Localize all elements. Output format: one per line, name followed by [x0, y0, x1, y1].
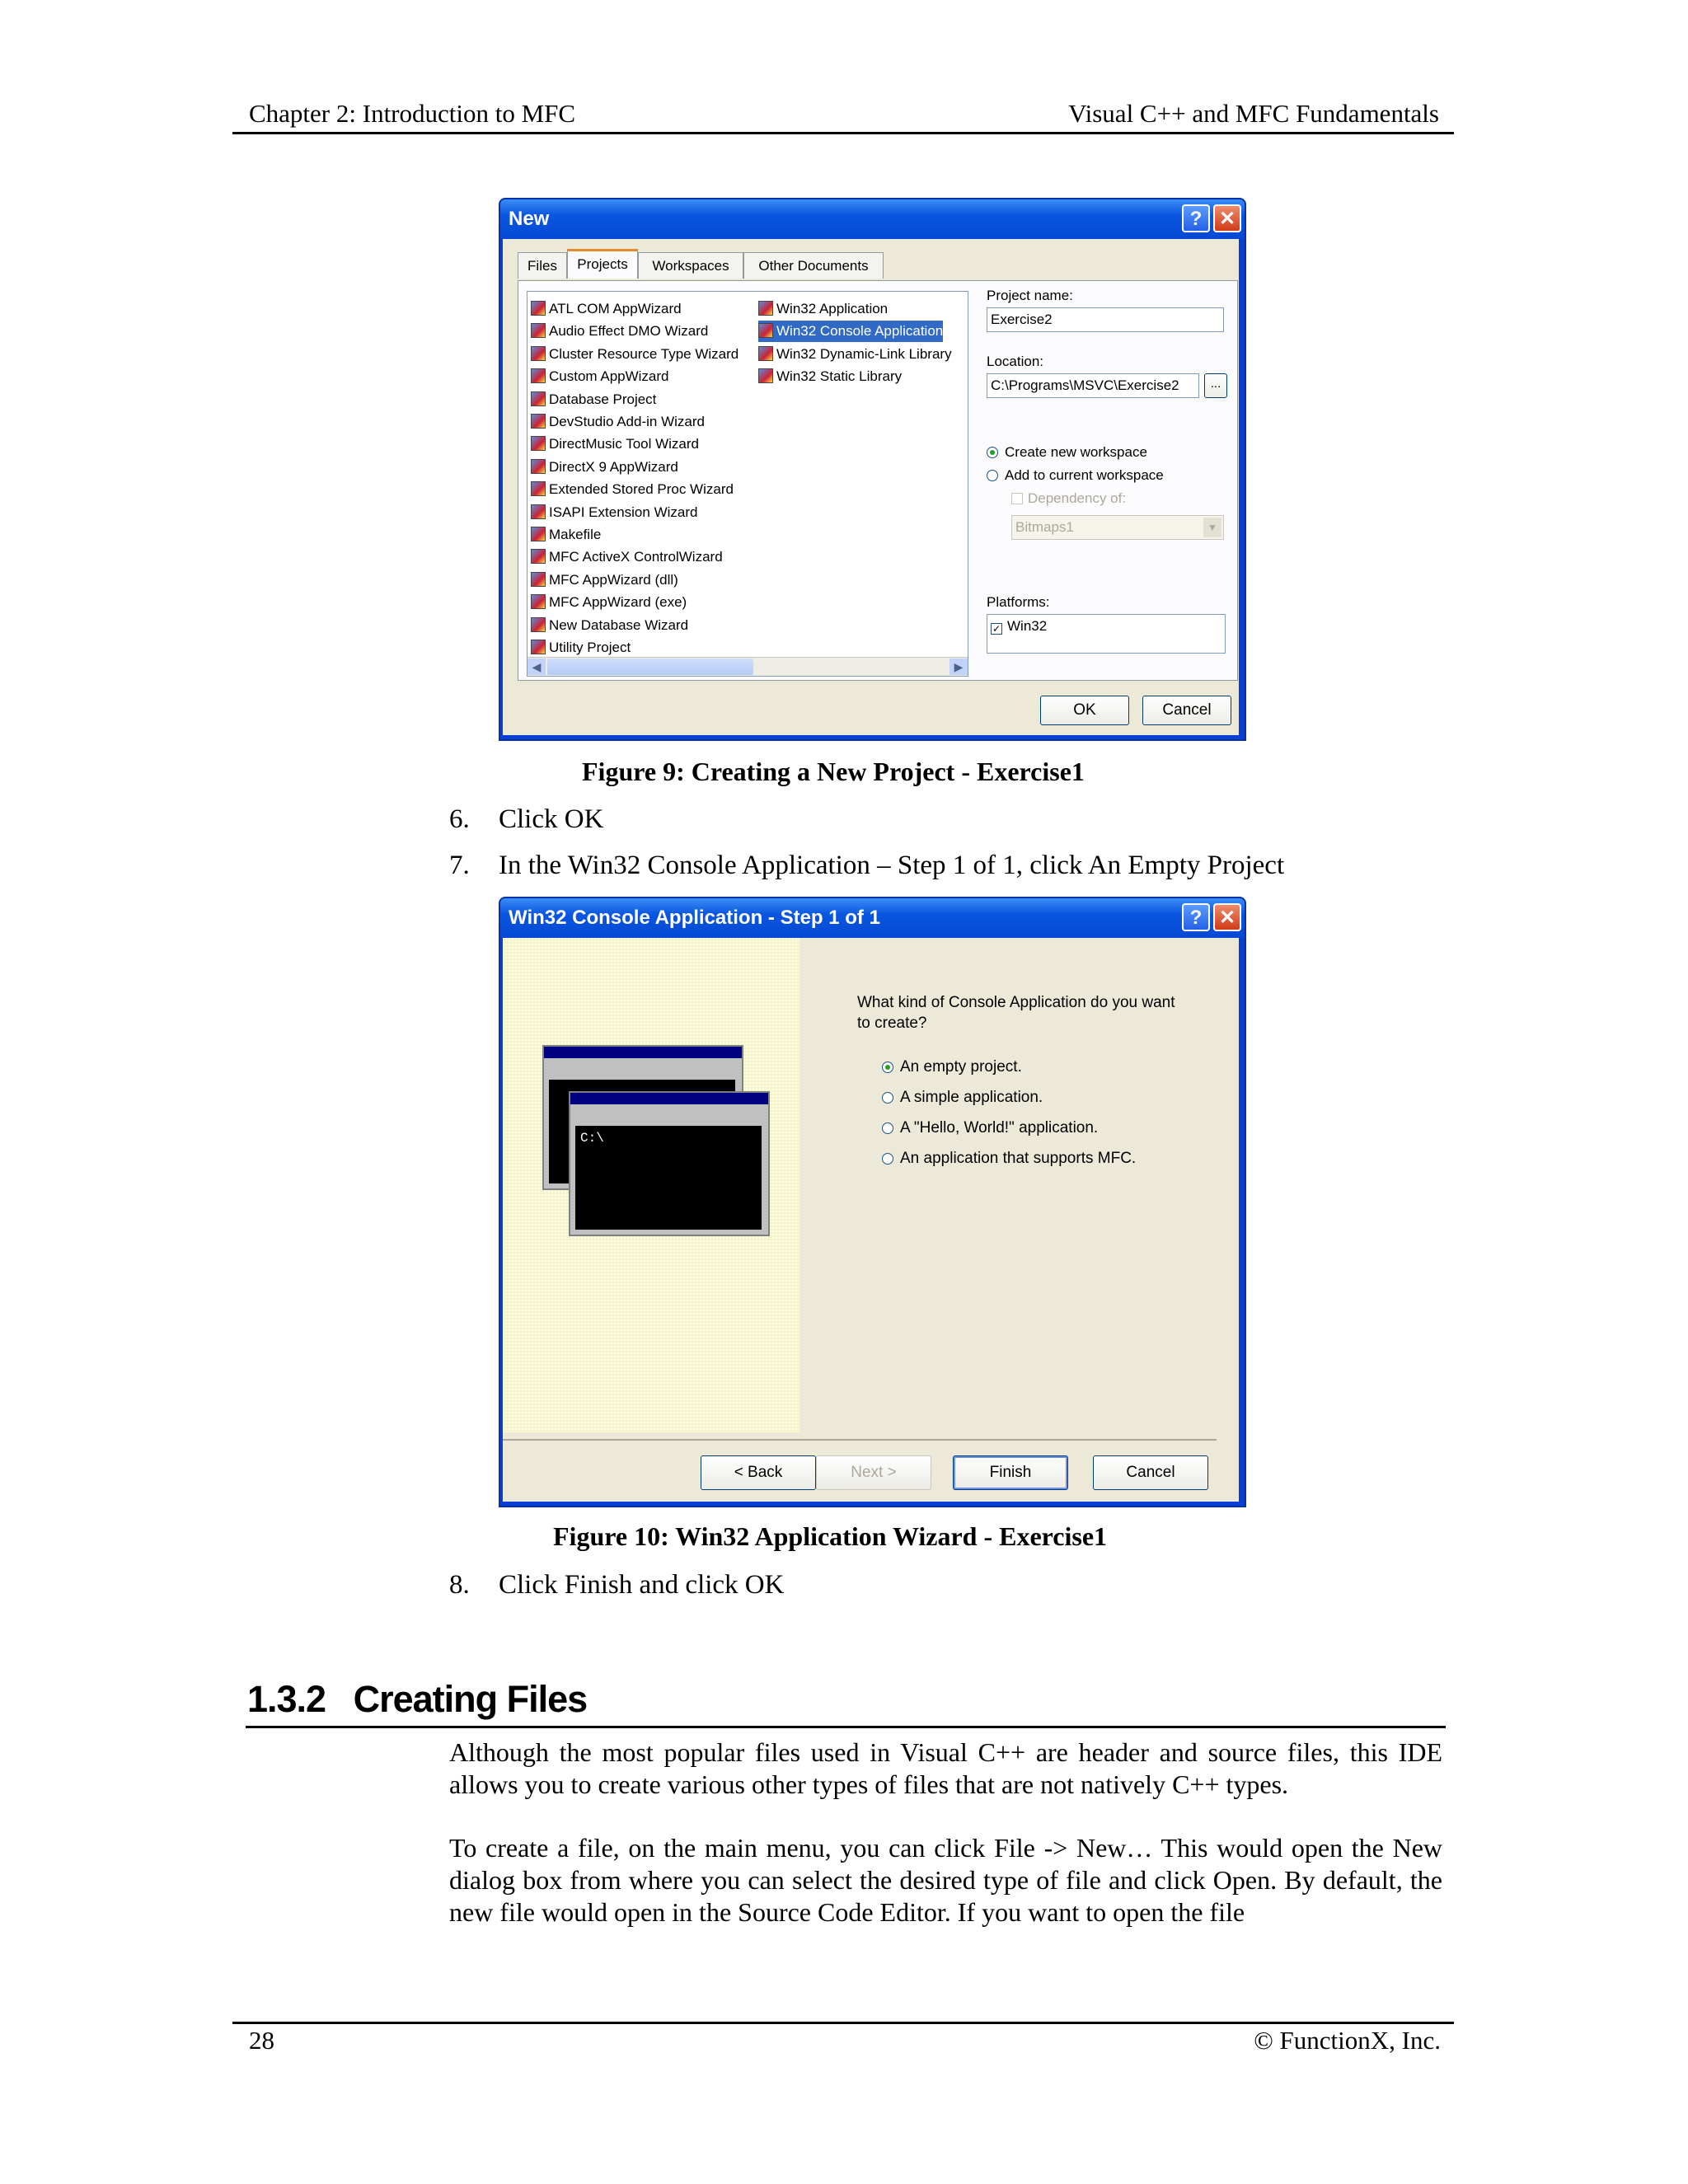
project-list-item[interactable] — [758, 321, 943, 342]
location-input[interactable]: C:\Programs\MSVC\Exercise2 — [987, 373, 1199, 398]
project-list-item[interactable] — [531, 389, 656, 410]
project-list-item[interactable] — [531, 411, 705, 433]
wizard-option-label: An empty project. — [900, 1058, 1022, 1076]
step-text: Click OK — [499, 804, 604, 834]
project-list-item-label: Audio Effect DMO Wizard — [549, 323, 709, 340]
project-list-item[interactable] — [758, 298, 888, 320]
step-8 — [449, 1570, 1521, 1603]
project-list-item-label: ATL COM AppWizard — [549, 301, 682, 316]
wizard-title: Win32 Console Application - Step 1 of 1 — [509, 907, 880, 929]
tab-files[interactable]: Files — [518, 252, 567, 279]
section-heading — [247, 1678, 587, 1721]
radio-unchecked-icon[interactable] — [882, 1122, 893, 1134]
step-7 — [449, 851, 1521, 883]
cancel-button[interactable]: Cancel — [1093, 1455, 1208, 1490]
back-button[interactable]: < Back — [701, 1455, 816, 1490]
section-rule — [246, 1726, 1446, 1728]
create-workspace-label: Create new workspace — [1005, 444, 1147, 460]
new-dialog-window — [499, 198, 1246, 741]
project-list-item-label: MFC AppWizard (dll) — [549, 571, 678, 588]
step-number: 6. — [449, 804, 470, 834]
project-list-item-label: MFC ActiveX ControlWizard — [549, 549, 723, 565]
project-name-label: Project name: — [987, 288, 1073, 303]
wizard-option-label: A "Hello, World!" application. — [900, 1119, 1099, 1137]
console-titlebar-illustration — [544, 1047, 742, 1058]
platforms-label: Platforms: — [987, 594, 1050, 610]
project-list-item[interactable] — [531, 434, 699, 455]
radio-unchecked-icon[interactable] — [882, 1092, 893, 1104]
console-prompt-text: C:\ — [575, 1126, 762, 1230]
project-type-icon — [531, 504, 546, 519]
new-dialog-client — [503, 239, 1239, 735]
project-list-item[interactable] — [531, 321, 708, 342]
step-text: Click Finish and click OK — [499, 1570, 785, 1600]
project-type-icon — [531, 572, 546, 587]
project-list-item[interactable] — [531, 546, 723, 568]
next-button[interactable]: Next > — [816, 1455, 931, 1490]
create-workspace-option[interactable] — [987, 444, 1147, 461]
paragraph-2: To create a file, on the main menu, you can click File -> New… This would open the New dialog box from where you can select the desired type of file and click Open. By default, the new file would open in the Source Code Editor. If you want to open the file — [449, 1833, 1442, 1927]
project-type-icon — [531, 301, 546, 316]
project-list-item-label: DirectX 9 AppWizard — [549, 458, 678, 475]
tab-other-documents[interactable]: Other Documents — [743, 252, 884, 279]
paragraph-1: Although the most popular files used in Visual C++ are header and source files, this IDE allows you to create various other types of files that are not natively C++ types. — [449, 1737, 1442, 1799]
project-list-item-label: ISAPI Extension Wizard — [549, 504, 698, 520]
help-icon[interactable]: ? — [1182, 903, 1210, 931]
radio-unchecked-icon[interactable] — [882, 1153, 893, 1165]
help-icon[interactable]: ? — [1182, 204, 1210, 232]
step-6 — [449, 804, 1521, 837]
project-list-column-1 — [531, 298, 753, 655]
project-list-item[interactable] — [531, 524, 601, 546]
header-rule — [232, 132, 1454, 134]
page-number: 28 — [249, 2026, 274, 2055]
checkbox-checked-icon[interactable]: ✓ — [992, 623, 1001, 635]
project-list-item[interactable] — [531, 637, 631, 658]
project-type-icon — [531, 527, 546, 541]
project-list-item-label: Utility Project — [549, 640, 631, 655]
scroll-right-icon[interactable]: ▶ — [950, 658, 968, 675]
ok-button[interactable]: OK — [1040, 696, 1129, 725]
chevron-down-icon: ▼ — [1203, 518, 1221, 537]
radio-checked-icon[interactable] — [882, 1062, 893, 1073]
platform-item-label: Win32 — [1007, 618, 1048, 634]
project-list-item-label: Extended Stored Proc Wizard — [549, 481, 734, 498]
project-type-icon — [531, 617, 546, 632]
dependency-select — [1011, 515, 1224, 540]
wizard-question: What kind of Console Application do you want to create? — [857, 994, 1175, 1032]
project-list-item-label: Cluster Resource Type Wizard — [549, 345, 739, 362]
project-list-item-label: Win32 Application — [776, 301, 889, 316]
wizard-client — [503, 938, 1239, 1502]
new-dialog-title: New — [509, 208, 550, 230]
project-list-item-label: DirectMusic Tool Wizard — [549, 436, 700, 452]
project-list-item[interactable] — [531, 457, 678, 478]
project-list-item-label: Database Project — [549, 391, 657, 407]
section-title: Creating Files — [353, 1678, 588, 1720]
running-header-chapter: Chapter 2: Introduction to MFC — [249, 99, 576, 128]
new-dialog-tabstrip — [518, 252, 1226, 280]
project-type-icon — [758, 323, 773, 338]
wizard-option[interactable] — [882, 1089, 1043, 1107]
project-type-icon — [758, 346, 773, 361]
wizard-option[interactable] — [882, 1058, 1022, 1076]
step-text: In the Win32 Console Application – Step 1 of 1, click An Empty Project — [499, 851, 1285, 880]
running-header-book-title: Visual C++ and MFC Fundamentals — [1068, 99, 1439, 128]
project-type-icon — [531, 368, 546, 383]
tab-workspaces[interactable]: Workspaces — [638, 252, 743, 279]
projects-tab-panel — [518, 280, 1238, 681]
radio-unchecked-icon[interactable] — [987, 470, 998, 481]
add-workspace-option[interactable] — [987, 467, 1164, 484]
wizard-separator — [503, 1439, 1217, 1441]
figure-9-caption: Figure 9: Creating a New Project - Exercise1 — [582, 757, 1085, 786]
project-list-item[interactable] — [531, 502, 697, 523]
console-titlebar-illustration — [570, 1093, 768, 1104]
platform-item-win32[interactable] — [991, 618, 1047, 635]
project-list-item[interactable] — [531, 569, 678, 591]
step-number: 8. — [449, 1570, 470, 1600]
scroll-left-icon[interactable]: ◀ — [528, 658, 546, 675]
browse-button[interactable]: ... — [1204, 373, 1227, 398]
scrollbar-thumb[interactable] — [547, 658, 753, 675]
new-dialog-titlebar — [500, 199, 1245, 239]
location-label: Location: — [987, 354, 1043, 369]
project-list-item[interactable] — [531, 344, 738, 365]
project-type-icon — [531, 549, 546, 564]
close-icon[interactable]: ✕ — [1213, 204, 1241, 232]
project-type-icon — [531, 459, 546, 474]
wizard-option[interactable] — [882, 1150, 1136, 1168]
close-icon[interactable]: ✕ — [1213, 903, 1241, 931]
console-window-illustration-front — [569, 1091, 770, 1236]
finish-button[interactable]: Finish — [953, 1455, 1068, 1490]
project-type-icon — [531, 323, 546, 338]
project-name-input[interactable]: Exercise2 — [987, 307, 1224, 332]
wizard-titlebar — [500, 898, 1245, 938]
project-type-icon — [531, 391, 546, 406]
project-type-icon — [758, 301, 773, 316]
project-list-item[interactable] — [531, 615, 688, 636]
checkbox-disabled-icon — [1011, 493, 1023, 504]
project-type-list[interactable] — [527, 291, 968, 677]
dependency-option — [1011, 490, 1126, 507]
wizard-options-group — [882, 1058, 1212, 1190]
section-number: 1.3.2 — [247, 1678, 326, 1720]
project-list-item-label: DevStudio Add-in Wizard — [549, 414, 705, 429]
project-type-icon — [758, 368, 773, 383]
add-workspace-label: Add to current workspace — [1005, 467, 1164, 483]
project-list-item[interactable] — [531, 366, 669, 387]
footer-copyright: © FunctionX, Inc. — [1254, 2026, 1441, 2055]
project-list-item[interactable] — [531, 479, 734, 500]
horizontal-scrollbar[interactable] — [528, 657, 968, 676]
project-list-item-label: MFC AppWizard (exe) — [549, 594, 687, 611]
project-list-item[interactable] — [758, 344, 952, 365]
project-list-column-2 — [758, 298, 964, 389]
project-list-item-label: Makefile — [549, 527, 602, 542]
wizard-dialog-window — [499, 897, 1246, 1507]
wizard-illustration-pane — [503, 938, 799, 1432]
platforms-list — [987, 614, 1226, 654]
project-type-icon — [531, 436, 546, 451]
cancel-button[interactable]: Cancel — [1142, 696, 1231, 725]
project-list-item-label: Custom AppWizard — [549, 368, 669, 385]
step-number: 7. — [449, 851, 470, 880]
project-type-icon — [531, 346, 546, 361]
project-type-icon — [531, 481, 546, 496]
project-list-item[interactable] — [531, 592, 687, 613]
radio-checked-icon[interactable] — [987, 447, 998, 458]
wizard-option[interactable] — [882, 1119, 1098, 1137]
figure-10-caption: Figure 10: Win32 Application Wizard - Exercise1 — [553, 1521, 1108, 1551]
project-type-icon — [531, 414, 546, 429]
project-list-item[interactable] — [531, 298, 682, 320]
project-type-icon — [531, 594, 546, 609]
wizard-option-label: An application that supports MFC. — [900, 1150, 1137, 1167]
project-list-item-label: New Database Wizard — [549, 616, 689, 633]
footer-rule — [232, 2022, 1454, 2024]
project-list-item-label: Win32 Dynamic-Link Library — [776, 345, 952, 362]
dependency-select-value: Bitmaps1 — [1015, 519, 1074, 535]
project-list-item[interactable] — [758, 366, 902, 387]
dependency-label: Dependency of: — [1028, 490, 1127, 506]
project-list-item-label: Win32 Console Application — [776, 323, 944, 340]
project-list-item-label: Win32 Static Library — [776, 368, 903, 385]
wizard-option-label: A simple application. — [900, 1089, 1043, 1106]
tab-projects[interactable]: Projects — [567, 249, 638, 279]
project-type-icon — [531, 640, 546, 654]
